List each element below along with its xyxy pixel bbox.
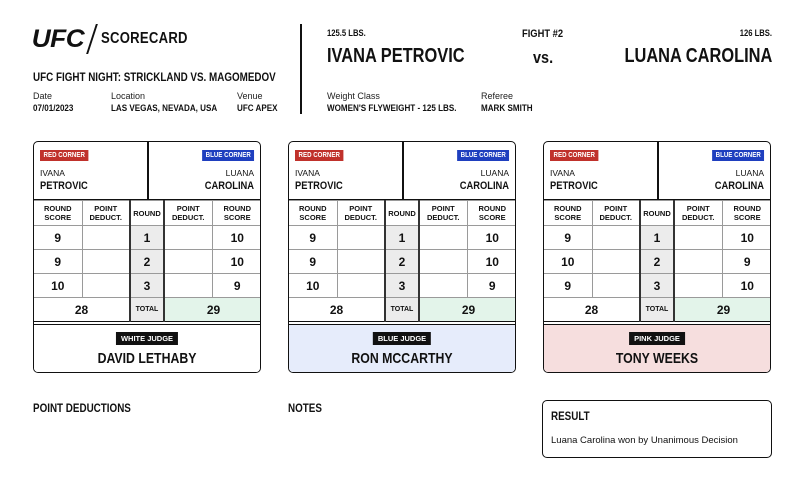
red-last-name: PETROVIC: [550, 180, 598, 192]
venue-label: Venue: [237, 91, 263, 101]
blue-round-score: 9: [467, 274, 516, 298]
judge-area: [289, 324, 515, 373]
blue-round-score: 9: [722, 250, 771, 274]
blue-point-deduct: [419, 274, 467, 298]
red-point-deduct: [337, 274, 385, 298]
blue-last-name: CAROLINA: [204, 180, 254, 192]
red-round-score: 10: [289, 274, 337, 298]
blue-corner-fighter: [196, 167, 254, 193]
weight-class-value: WOMEN'S FLYWEIGHT - 125 LBS.: [327, 103, 457, 114]
round-number: 3: [385, 274, 419, 298]
score-table-header: [544, 201, 771, 226]
weight-class-label: Weight Class: [327, 91, 380, 101]
total-label: TOTAL: [640, 298, 674, 322]
round-number: 2: [130, 250, 164, 274]
corner-divider: [657, 142, 659, 200]
round-number: 2: [385, 250, 419, 274]
red-round-score-header: ROUND SCORE: [34, 201, 82, 226]
red-fighter-name: IVANA PETROVIC: [327, 45, 465, 67]
red-round-score: 9: [289, 250, 337, 274]
venue-value: UFC APEX: [237, 103, 278, 114]
referee-label: Referee: [481, 91, 514, 101]
red-round-score: 9: [34, 250, 82, 274]
blue-round-score-header: ROUND SCORE: [467, 201, 516, 226]
judge-name: RON MCCARTHY: [351, 350, 453, 367]
red-point-deduct: [592, 274, 640, 298]
round-number: 3: [640, 274, 674, 298]
red-round-score: 10: [34, 274, 82, 298]
blue-round-score: 10: [722, 274, 771, 298]
round-row: [34, 226, 261, 250]
red-point-deduct: [337, 250, 385, 274]
blue-point-deduct: [164, 274, 212, 298]
judge-badge: BLUE JUDGE: [373, 332, 431, 345]
red-first-name: IVANA: [295, 168, 320, 178]
red-round-score-header: ROUND SCORE: [544, 201, 592, 226]
red-first-name: IVANA: [40, 168, 65, 178]
red-last-name: PETROVIC: [295, 180, 343, 192]
total-label: TOTAL: [385, 298, 419, 322]
blue-corner-badge: BLUE CORNER: [202, 150, 254, 161]
blue-point-deduct-header: POINT DEDUCT.: [674, 201, 722, 226]
round-number: 2: [640, 250, 674, 274]
blue-total: 29: [419, 298, 516, 322]
red-corner-badge: RED CORNER: [295, 150, 343, 161]
blue-round-score: 10: [212, 250, 261, 274]
blue-point-deduct: [419, 226, 467, 250]
blue-corner-fighter: [451, 167, 509, 193]
referee-value: MARK SMITH: [481, 103, 533, 114]
red-point-deduct: [592, 226, 640, 250]
corner-row: [544, 142, 770, 200]
red-round-score: 9: [544, 274, 592, 298]
round-row: [544, 250, 771, 274]
round-number: 1: [640, 226, 674, 250]
round-header: ROUND: [385, 201, 419, 226]
red-point-deduct: [592, 250, 640, 274]
result-box: [542, 400, 772, 458]
red-total: 28: [34, 298, 130, 322]
doc-title: SCORECARD: [100, 30, 188, 47]
blue-point-deduct: [674, 250, 722, 274]
red-point-deduct-header: POINT DEDUCT.: [337, 201, 385, 226]
versus-label: vs.: [533, 48, 554, 67]
judge-name: TONY WEEKS: [615, 350, 699, 367]
notes-heading: NOTES: [288, 401, 322, 415]
blue-round-score: 10: [212, 226, 261, 250]
red-corner-fighter: [40, 167, 96, 193]
corner-row: [34, 142, 260, 200]
score-table-header: [34, 201, 261, 226]
red-point-deduct: [82, 274, 130, 298]
ufc-logo: [33, 25, 207, 53]
red-round-score: 10: [544, 250, 592, 274]
red-point-deduct: [82, 250, 130, 274]
logo-wordmark: UFC: [31, 24, 85, 53]
judge-card-1: [33, 141, 261, 373]
round-number: 1: [385, 226, 419, 250]
red-point-deduct: [337, 226, 385, 250]
red-round-score-header: ROUND SCORE: [289, 201, 337, 226]
red-total: 28: [544, 298, 640, 322]
round-number: 3: [130, 274, 164, 298]
red-corner-fighter: [295, 167, 351, 193]
round-header: ROUND: [130, 201, 164, 226]
location-value: LAS VEGAS, NEVADA, USA: [111, 103, 218, 114]
point-deductions-heading: POINT DEDUCTIONS: [33, 401, 131, 415]
judge-card-2: [288, 141, 516, 373]
total-row: [544, 298, 771, 322]
score-table-header: [289, 201, 516, 226]
blue-point-deduct: [674, 274, 722, 298]
round-row: [34, 274, 261, 298]
blue-point-deduct-header: POINT DEDUCT.: [419, 201, 467, 226]
red-first-name: IVANA: [550, 168, 575, 178]
date-label: Date: [33, 91, 53, 101]
round-header: ROUND: [640, 201, 674, 226]
score-table: [34, 200, 261, 322]
blue-corner-badge: BLUE CORNER: [712, 150, 764, 161]
total-row: [289, 298, 516, 322]
red-corner-badge: RED CORNER: [40, 150, 88, 161]
blue-round-score-header: ROUND SCORE: [722, 201, 771, 226]
round-number: 1: [130, 226, 164, 250]
blue-point-deduct-header: POINT DEDUCT.: [164, 201, 212, 226]
score-table: [289, 200, 516, 322]
red-point-deduct-header: POINT DEDUCT.: [82, 201, 130, 226]
judge-card-3: [543, 141, 771, 373]
red-point-deduct: [82, 226, 130, 250]
blue-point-deduct: [164, 226, 212, 250]
round-row: [544, 226, 771, 250]
corner-divider: [147, 142, 149, 200]
red-fighter-weight: 125.5 LBS.: [327, 28, 366, 38]
total-row: [34, 298, 261, 322]
judge-name: DAVID LETHABY: [97, 350, 197, 367]
header-divider: [300, 24, 302, 114]
red-last-name: PETROVIC: [40, 180, 88, 192]
blue-corner-badge: BLUE CORNER: [457, 150, 509, 161]
round-row: [289, 274, 516, 298]
red-round-score: 9: [289, 226, 337, 250]
red-corner-badge: RED CORNER: [550, 150, 598, 161]
fight-number: FIGHT #2: [522, 28, 564, 40]
blue-last-name: CAROLINA: [714, 180, 764, 192]
blue-fighter-name: LUANA CAROLINA: [624, 45, 772, 67]
total-label: TOTAL: [130, 298, 164, 322]
red-round-score: 9: [34, 226, 82, 250]
date-value: 07/01/2023: [33, 103, 74, 114]
blue-total: 29: [164, 298, 261, 322]
blue-corner-fighter: [706, 167, 764, 193]
judge-area: [34, 324, 260, 373]
blue-round-score: 10: [722, 226, 771, 250]
blue-round-score: 10: [467, 226, 516, 250]
blue-first-name: LUANA: [480, 168, 509, 178]
red-total: 28: [289, 298, 385, 322]
round-row: [544, 274, 771, 298]
score-table: [544, 200, 771, 322]
logo-divider: [86, 24, 98, 54]
blue-point-deduct: [164, 250, 212, 274]
location-label: Location: [111, 91, 146, 101]
blue-point-deduct: [674, 226, 722, 250]
red-round-score: 9: [544, 226, 592, 250]
corner-row: [289, 142, 515, 200]
blue-fighter-weight: 126 LBS.: [739, 28, 772, 38]
blue-total: 29: [674, 298, 771, 322]
corner-divider: [402, 142, 404, 200]
round-row: [289, 226, 516, 250]
judge-area: [544, 324, 770, 373]
blue-first-name: LUANA: [735, 168, 764, 178]
blue-first-name: LUANA: [225, 168, 254, 178]
red-point-deduct-header: POINT DEDUCT.: [592, 201, 640, 226]
event-title: UFC FIGHT NIGHT: STRICKLAND VS. MAGOMEDOV: [33, 70, 276, 84]
result-text: Luana Carolina won by Unanimous Decision: [551, 435, 738, 446]
round-row: [289, 250, 516, 274]
judge-badge: WHITE JUDGE: [116, 332, 178, 345]
blue-round-score: 9: [212, 274, 261, 298]
blue-round-score-header: ROUND SCORE: [212, 201, 261, 226]
blue-last-name: CAROLINA: [459, 180, 509, 192]
blue-round-score: 10: [467, 250, 516, 274]
round-row: [34, 250, 261, 274]
result-heading: RESULT: [551, 409, 590, 423]
blue-point-deduct: [419, 250, 467, 274]
judge-badge: PINK JUDGE: [629, 332, 685, 345]
red-corner-fighter: [550, 167, 606, 193]
